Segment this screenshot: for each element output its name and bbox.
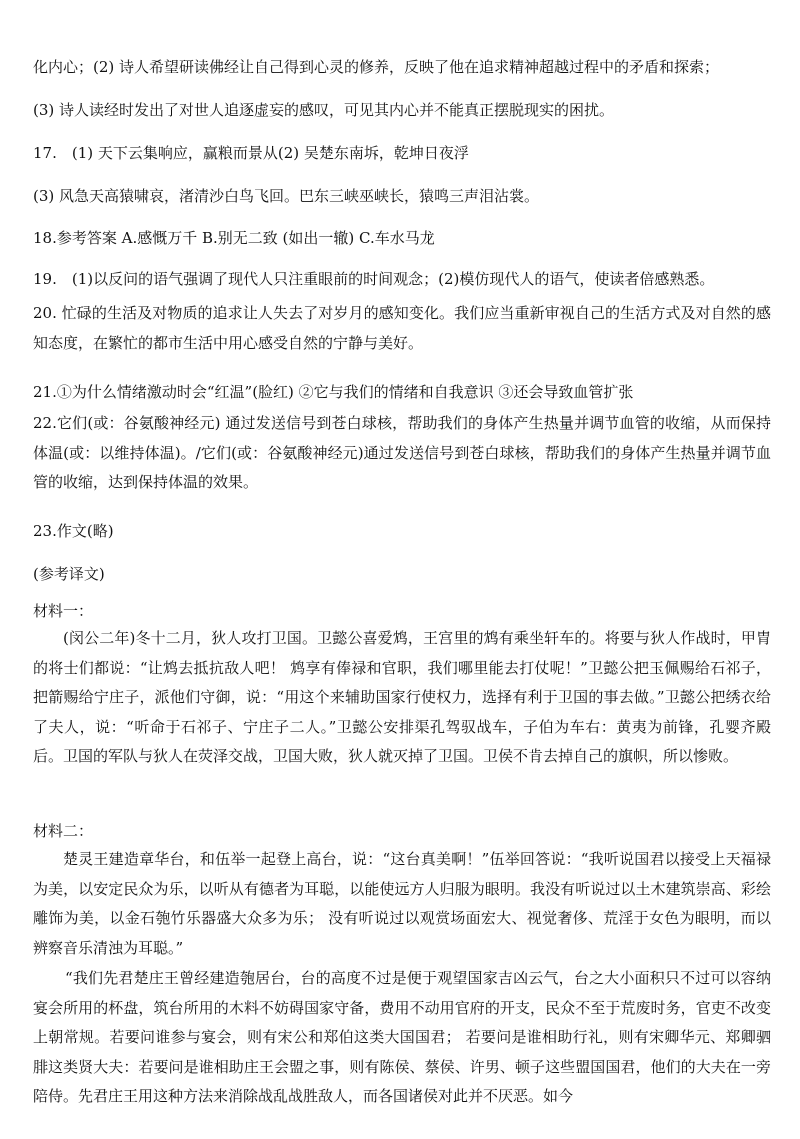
- material-1-label: 材料一：: [33, 602, 94, 620]
- answer-16-part-3: (3) 诗人读经时发出了对世人追逐虚妄的感叹，可见其内心并不能真正摆脱现实的困扰。: [33, 101, 615, 119]
- material-1-text: (闵公二年)冬十二月，狄人攻打卫国。卫懿公喜爱鸩，王宫里的鸩有乘坐轩车的。将要与狄人作战时，甲胄的将士们都说：“让鸩去抵抗敌人吧！ 鸩享有俸禄和官职，我们哪里能去打仗呢！”卫懿公把玉佩赐给石祁子，把箭赐给宁庄子，派他们守御，说：“用这个来辅助国家行使权力，选择有利于卫国的事去做。”卫懿公把绣衣给了夫人，说：“听命于石祁子、宁庄子二人。”卫懿公安排渠孔驾驭战车，子伯为车右：黄夷为前锋，孔婴齐殿后。卫国的军队与狄人在荧泽交战，卫国大败，狄人就灭掉了卫国。卫侯不肯去掉自己的旗帜，所以惨败。: [33, 629, 771, 765]
- answer-18: 18.参考答案 A.感慨万千 B.别无二致 (如出一辙) C.车水马龙: [33, 229, 435, 247]
- translation-heading: (参考译文): [33, 565, 105, 583]
- answer-16-continued: 化内心；(2) 诗人希望研读佛经让自己得到心灵的修养，反映了他在追求精神超越过程中的矛盾和探索；: [33, 58, 720, 76]
- material-2-paragraph-2: “我们先君楚庄王曾经建造匏居台，台的高度不过是便于观望国家吉凶云气，台之大小面积只不过可以容纳宴会所用的杯盘，筑台所用的木料不妨碍国家守备，费用不动用官府的开支，民众不至于荒废时务，官吏不改变上朝常规。若要问谁参与宴会，则有宋公和郑伯这类大国国君； 若要问是谁相助行礼，则有宋卿华元、郑卿驷腓这类贤大夫：若要问是谁相助庄王会盟之事，则有陈侯、蔡侯、许男、顿子这些盟国国君，他们的大夫在一旁陪侍。先君庄王用这种方法来消除战乱战胜敌人，而各国诸侯对此并不厌恶。如今: [33, 969, 771, 1105]
- answer-17-part-1: 17. (1) 天下云集响应，赢粮而景从(2) 吴楚东南坼，乾坤日夜浮: [33, 144, 469, 162]
- answer-21: 21.①为什么情绪激动时会“红温”(脸红) ②它与我们的情绪和自我意识 ③还会导致血管扩张: [33, 383, 634, 401]
- material-2-label: 材料二：: [33, 822, 94, 840]
- answer-22: 22.它们(或：谷氨酸神经元) 通过发送信号到苍白球核，帮助我们的身体产生热量并调节血管的收缩，从而保持体温(或：以维持体温)。/它们(或：谷氨酸神经元)通过发送信号到苍白球核，帮助我们的身体产生热量并调节血管的收缩，达到保持体温的效果。: [33, 414, 771, 491]
- answer-20: 20. 忙碌的生活及对物质的追求让人失去了对岁月的感知变化。我们应当重新审视自己的生活方式及对自然的感知态度，在繁忙的都市生活中用心感受自然的宁静与美好。: [33, 304, 771, 352]
- answer-23: 23.作文(略): [33, 522, 114, 540]
- answer-19: 19. (1)以反问的语气强调了现代人只注重眼前的时间观念；(2)模仿现代人的语气，使读者倍感熟悉。: [33, 270, 715, 288]
- answer-17-part-3: (3) 风急天高猿啸哀，渚清沙白鸟飞回。巴东三峡巫峡长，猿鸣三声泪沾裳。: [33, 187, 540, 205]
- material-2-paragraph-1: 楚灵王建造章华台，和伍举一起登上高台，说：“这台真美啊！”伍举回答说：“我听说国君以接受上天福禄为美，以安定民众为乐，以听从有德者为耳聪，以能使远方人归服为眼明。我没有听说过以土木建筑崇高、彩绘雕饰为美，以金石匏竹乐器盛大众多为乐； 没有听说过以观赏场面宏大、视觉奢侈、荒淫于女色为眼明，而以辨察音乐清浊为耳聪。”: [33, 850, 771, 957]
